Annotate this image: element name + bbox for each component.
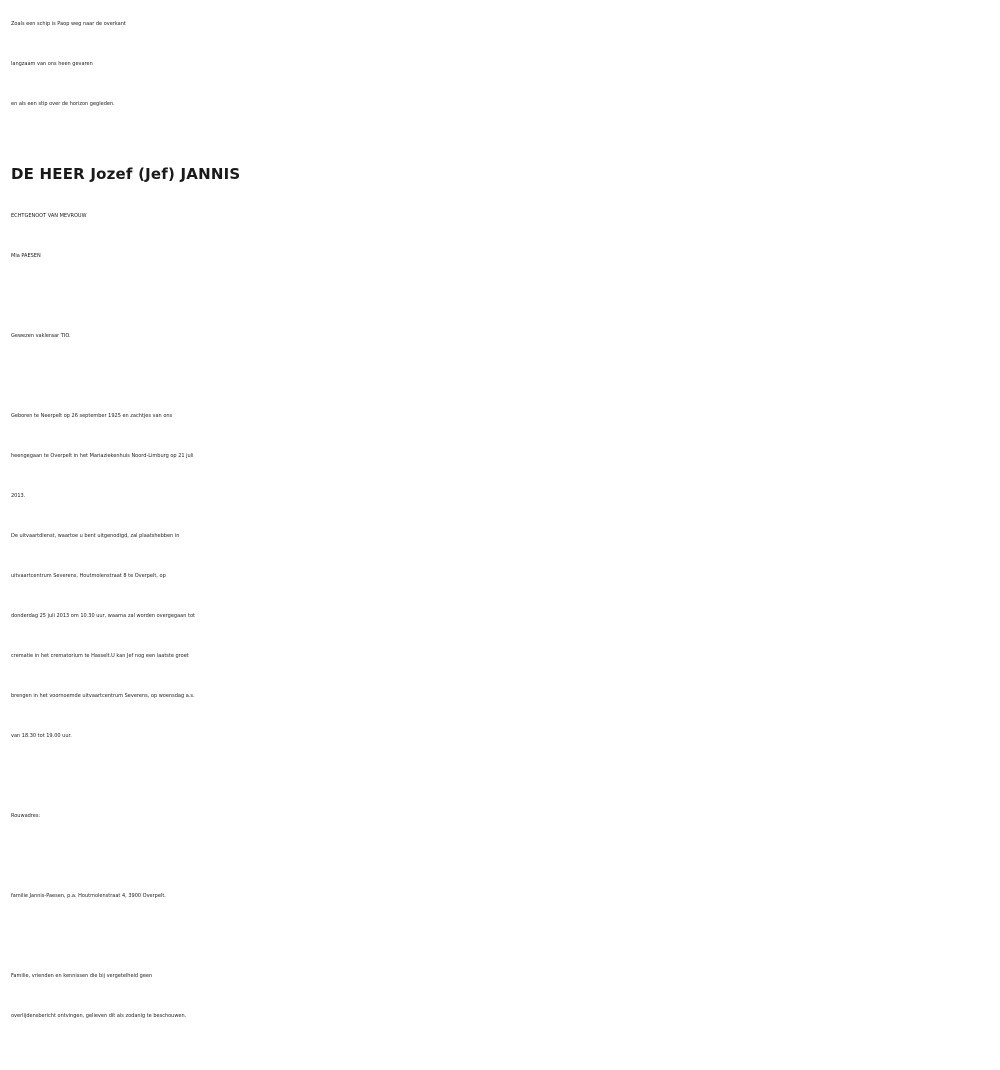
text-line: brengen in het voornoemde uitvaartcentrum Severens, op woensdag a.s. [11,693,195,699]
address-label: Rouwadres: [11,813,41,819]
text-line: 2013. [11,493,26,499]
text-line: crematie in het crematorium te Hasselt.U kan Jef nog een laatste groet [11,653,189,659]
occupation: Gewezen vakleraar TIO. [11,333,71,339]
spacer [11,836,996,876]
address-value: familie Jannis-Paesen, p.a. Houtmolenstraat 4, 3900 Overpelt. [11,893,166,899]
spacer [11,276,996,316]
poem-line: langzaam van ons heen gevaren [11,61,93,67]
text-line: overlijdensbericht ontvingen, gelieven dit als zodanig te beschouwen. [11,1013,187,1019]
closing-paragraph [11,956,996,1036]
poem-line: en als een stip over de horizon gegleden. [11,101,115,107]
deceased-name: DE HEER Jozef (Jef) JANNIS [11,165,241,183]
obituary-notice [11,4,996,1036]
funeral-paragraph [11,516,996,756]
text-line: van 18.30 tot 19.00 uur. [11,733,72,739]
spacer [11,124,996,152]
spacer [11,756,996,796]
spacer [11,916,996,956]
birth-death-paragraph [11,396,996,516]
text-line: donderdag 25 juli 2013 om 10.30 uur, waarna zal worden overgegaan tot [11,613,195,619]
spouse-title: ECHTGENOOT VAN MEVROUW [11,213,87,219]
text-line: Geboren te Neerpelt op 26 september 1925 en zachtjes van ons [11,413,173,419]
text-line: uitvaartcentrum Severens, Houtmolenstraat 8 te Overpelt, op [11,573,166,579]
spacer [11,356,996,396]
spouse-name: Mia PAESEN [11,253,41,259]
text-line: Familie, vrienden en kennissen die bij vergetelheid geen [11,973,153,979]
text-line: De uitvaartdienst, waartoe u bent uitgenodigd, zal plaatshebben in [11,533,180,539]
poem-line: Zoals een schip is Paop weg naar de overkant [11,21,126,27]
poem [11,4,996,124]
text-line: heengegaan te Overpelt in het Mariaziekenhuis Noord-Limburg op 21 juli [11,453,194,459]
